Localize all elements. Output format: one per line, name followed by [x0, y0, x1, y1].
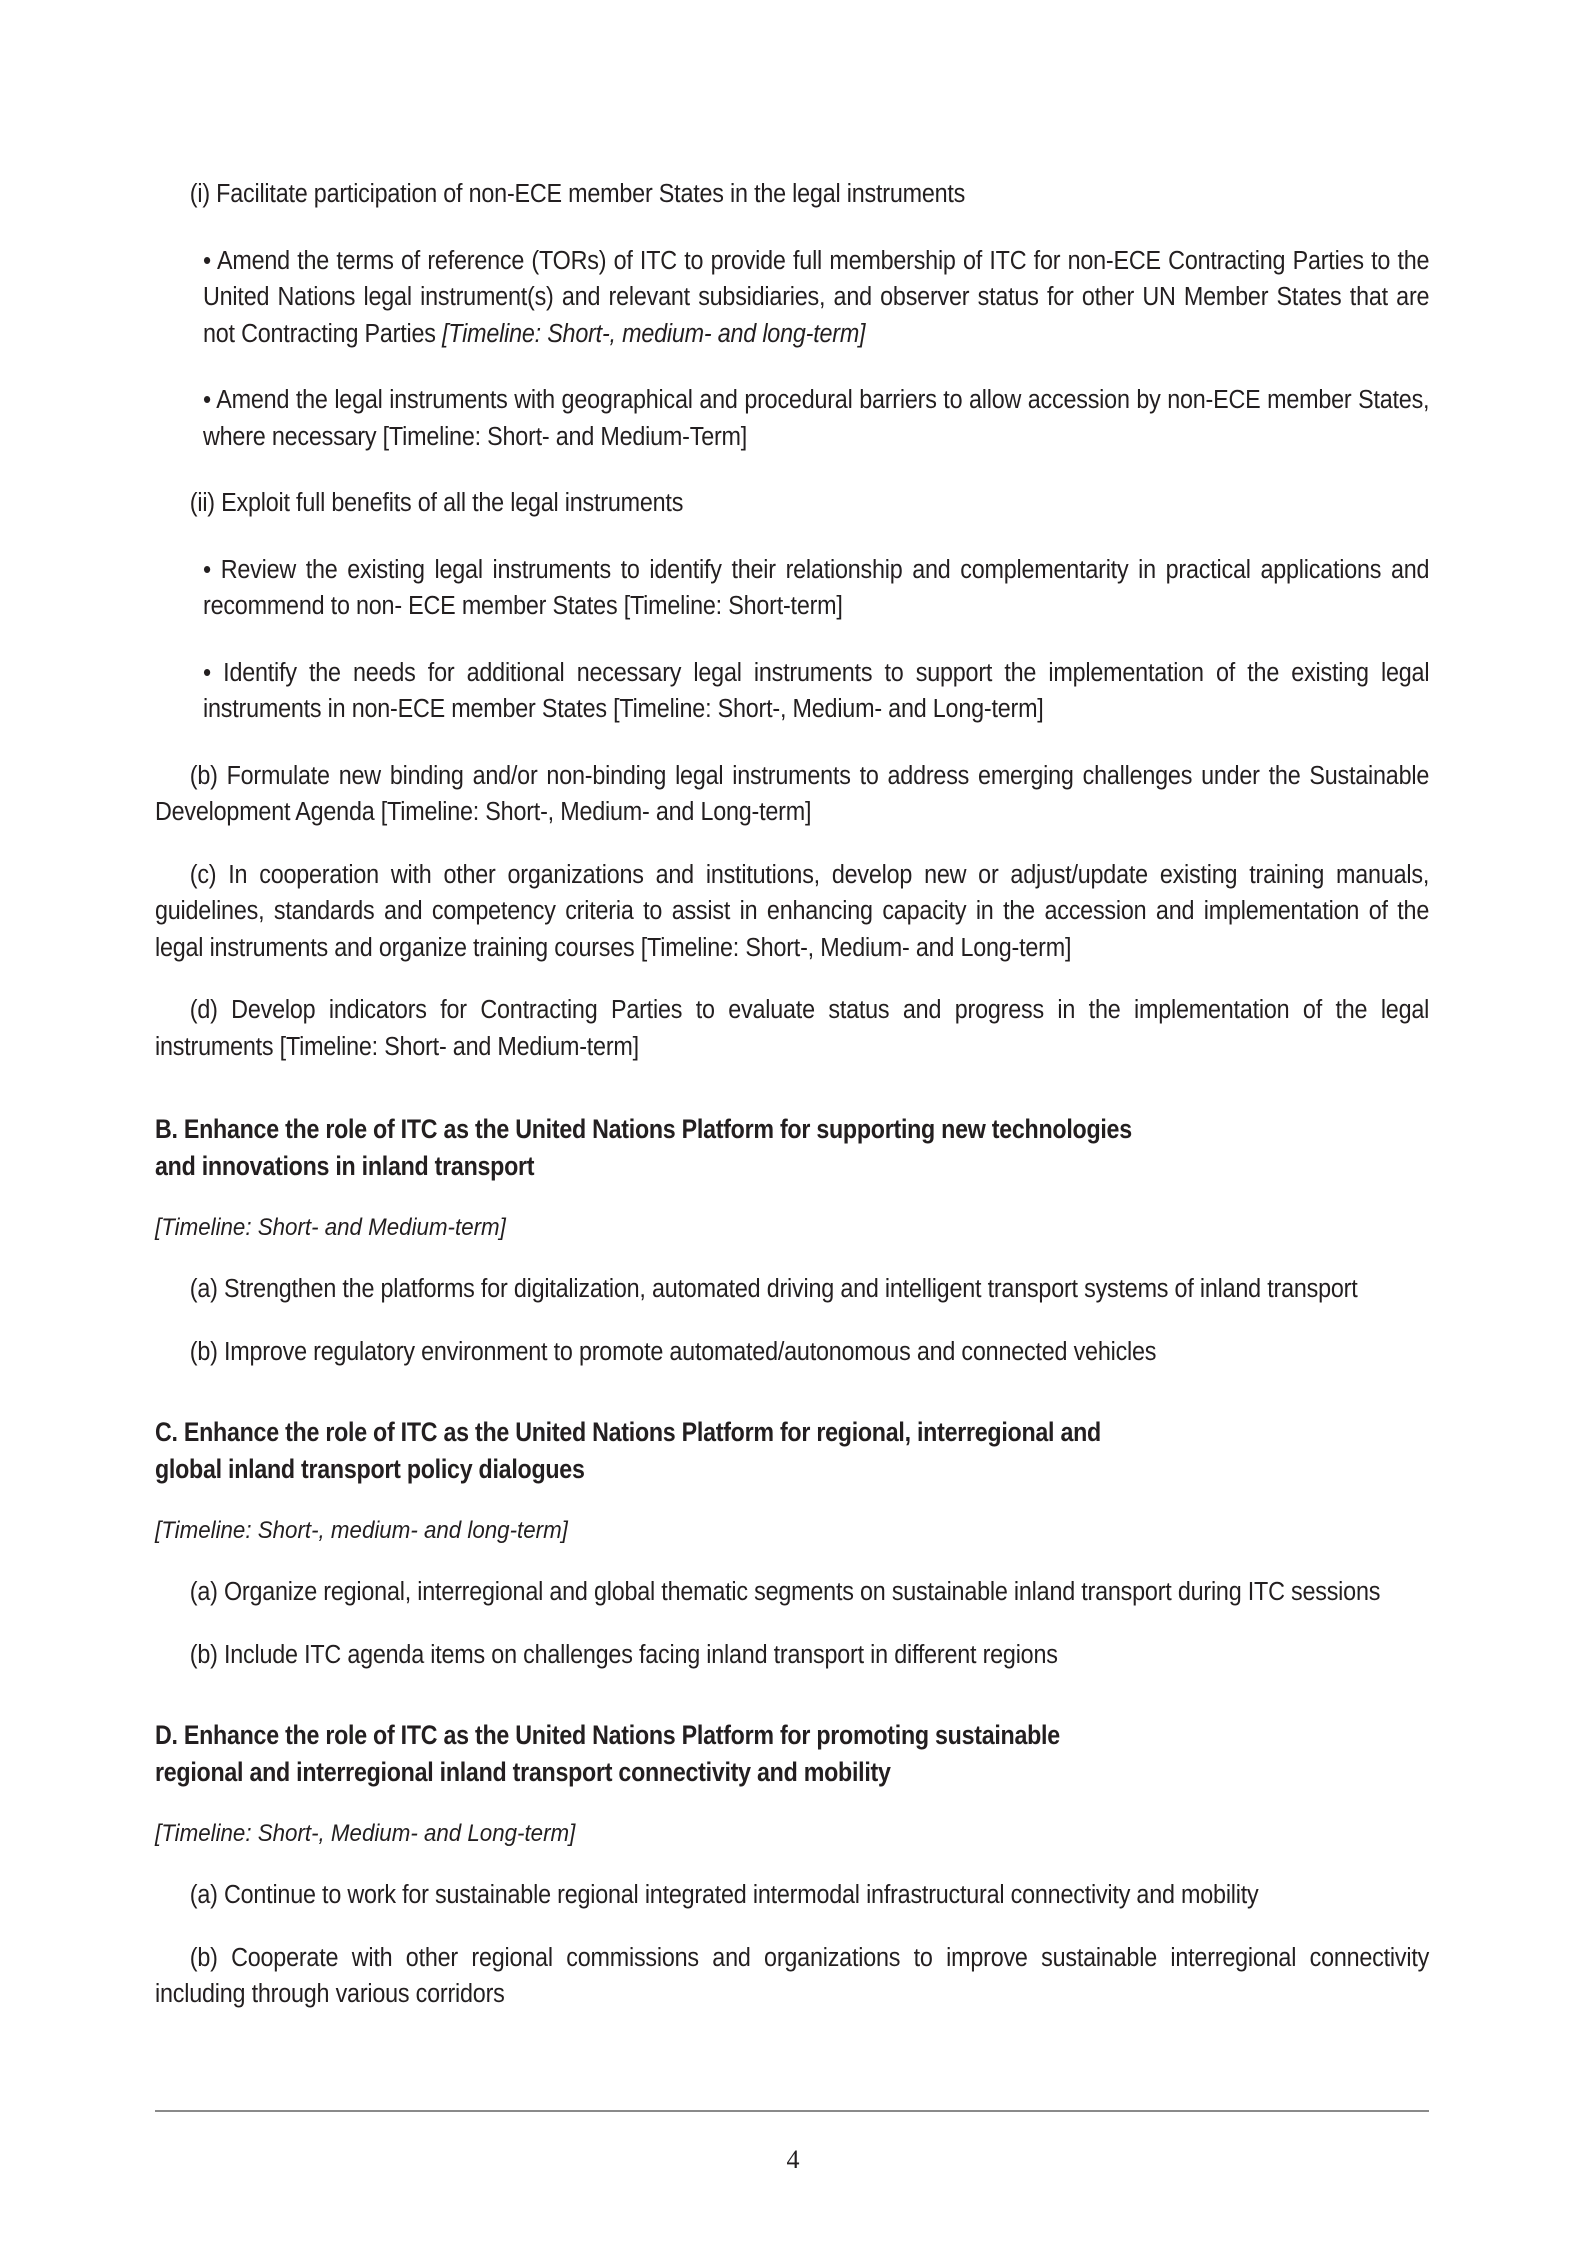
page-number: 4 — [786, 2145, 800, 2174]
timeline-section-c: [Timeline: Short-, medium- and long-term] — [155, 1517, 568, 1544]
section-heading-b-line1: B. Enhance the role of ITC as the United Nations Platform for supporting new technologies — [155, 1114, 1132, 1144]
paragraph-roman-ii: (ii) Exploit full benefits of all the legal instruments — [189, 489, 684, 517]
paragraph-roman-i: (i) Facilitate participation of non-ECE member States in the legal instruments — [189, 180, 966, 208]
section-heading-d-line1: D. Enhance the role of ITC as the United Nations Platform for promoting sustainable — [155, 1720, 1060, 1750]
paragraph-item-b: (b) Formulate new binding and/or non-binding legal instruments to address emerging challenges under the Sustainable Development Agenda [Timeline: Short-, Medium- and Long-term] — [155, 761, 1430, 826]
section-heading-c — [155, 1414, 1429, 1488]
paragraph-c-item-a: (a) Organize regional, interregional and global thematic segments on sustainable inland transport during ITC sessions — [189, 1578, 1381, 1606]
section-heading-c-line2: global inland transport policy dialogues — [155, 1454, 585, 1484]
paragraph-item-c: (c) In cooperation with other organizations and institutions, develop new or adjust/update existing training manuals, guidelines, standards and competency criteria to assist in enhancing capacity in the accession and implementation of the legal instruments and organize training courses [Timeline: Short-, Medium- and Long-term] — [155, 860, 1430, 962]
section-heading-b — [155, 1111, 1429, 1185]
bullet-item-i-1 — [203, 243, 1429, 353]
section-heading-b-line2: and innovations in inland transport — [155, 1151, 535, 1181]
page-content — [155, 176, 1429, 2039]
bullet-item-ii-2: • Identify the needs for additional necessary legal instruments to support the implementation of the existing legal instruments in non-ECE member States [Timeline: Short-, Medium- and Long-term] — [203, 658, 1430, 723]
section-heading-c-line1: C. Enhance the role of ITC as the United Nations Platform for regional, interregional and — [155, 1417, 1101, 1447]
section-heading-d-line2: regional and interregional inland transport connectivity and mobility — [155, 1757, 891, 1787]
footer-divider — [155, 2110, 1429, 2112]
paragraph-d-item-b: (b) Cooperate with other regional commissions and organizations to improve sustainable interregional connectivity including through various corridors — [155, 1943, 1430, 2008]
paragraph-c-item-b: (b) Include ITC agenda items on challenges facing inland transport in different regions — [189, 1640, 1058, 1669]
paragraph-item-d: (d) Develop indicators for Contracting Parties to evaluate status and progress in the implementation of the legal instruments [Timeline: Short- and Medium-term] — [155, 996, 1430, 1061]
paragraph-b-item-a: (a) Strengthen the platforms for digitalization, automated driving and intelligent transport systems of inland transport — [189, 1275, 1358, 1303]
paragraph-b-item-b: (b) Improve regulatory environment to promote automated/autonomous and connected vehicles — [189, 1337, 1157, 1366]
bullet-i-1-text: • Amend the terms of reference (TORs) of ITC to provide full membership of ITC for non-ECE Contracting Parties to the United Nations legal instrument(s) and relevant subsidiaries, and observer status for other UN Member States that are not Contracting Parties — [203, 246, 1430, 348]
bullet-item-i-2: • Amend the legal instruments with geographical and procedural barriers to allow accession by non-ECE member States, where necessary [Timeline: Short- and Medium-Term] — [203, 386, 1430, 451]
bullet-item-ii-1: • Review the existing legal instruments to identify their relationship and complementarity in practical applications and recommend to non- ECE member States [Timeline: Short-term] — [203, 555, 1430, 620]
timeline-section-d: [Timeline: Short-, Medium- and Long-term] — [155, 1820, 576, 1847]
timeline-section-b: [Timeline: Short- and Medium-term] — [155, 1214, 506, 1241]
section-heading-d — [155, 1717, 1429, 1791]
bullet-i-1-timeline: [Timeline: Short-, medium- and long-term] — [442, 319, 866, 348]
paragraph-d-item-a: (a) Continue to work for sustainable regional integrated intermodal infrastructural connectivity and mobility — [189, 1881, 1259, 1909]
